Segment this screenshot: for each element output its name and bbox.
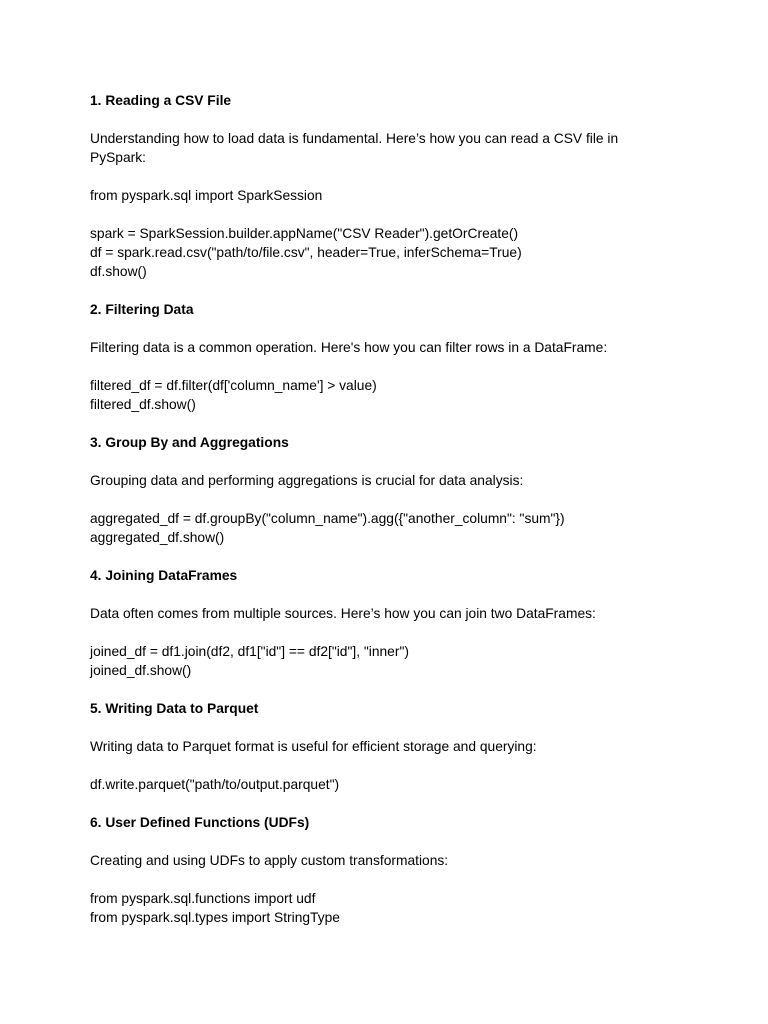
- section-6-code-line-2: from pyspark.sql.types import StringType: [90, 910, 340, 925]
- section-1-text-line-1: Understanding how to load data is fundamental. Here’s how you can read a CSV file in: [90, 131, 619, 146]
- section-6-text: Creating and using UDFs to apply custom transformations:: [90, 853, 449, 868]
- section-1-code-line-2: spark = SparkSession.builder.appName("CSV Reader").getOrCreate(): [90, 226, 519, 241]
- section-2-code-line-1: filtered_df = df.filter(df['column_name'] > value): [90, 378, 377, 393]
- section-2-text: Filtering data is a common operation. Here's how you can filter rows in a DataFrame:: [90, 340, 608, 355]
- section-5-code-line-1: df.write.parquet("path/to/output.parquet"): [90, 777, 340, 792]
- section-3-code-line-1: aggregated_df = df.groupBy("column_name").agg({"another_column": "sum"}): [90, 511, 565, 526]
- section-1-text-line-2: PySpark:: [90, 150, 146, 165]
- section-6-heading: 6. User Defined Functions (UDFs): [90, 815, 310, 830]
- section-5-heading: 5. Writing Data to Parquet: [90, 701, 259, 716]
- section-4-text: Data often comes from multiple sources. Here’s how you can join two DataFrames:: [90, 606, 596, 621]
- section-4-heading: 4. Joining DataFrames: [90, 568, 238, 583]
- section-1-heading: 1. Reading a CSV File: [90, 93, 232, 108]
- section-5-text: Writing data to Parquet format is useful for efficient storage and querying:: [90, 739, 537, 754]
- section-4-code-line-1: joined_df = df1.join(df2, df1["id"] == df2["id"], "inner"): [90, 644, 409, 659]
- section-6-code-line-1: from pyspark.sql.functions import udf: [90, 891, 316, 906]
- section-1-code-line-1: from pyspark.sql import SparkSession: [90, 188, 323, 203]
- section-1-code-line-3: df = spark.read.csv("path/to/file.csv", header=True, inferSchema=True): [90, 245, 522, 260]
- section-3-code-line-2: aggregated_df.show(): [90, 530, 225, 545]
- document-page: [90, 91, 690, 927]
- section-2-code-line-2: filtered_df.show(): [90, 397, 196, 412]
- section-3-heading: 3. Group By and Aggregations: [90, 435, 289, 450]
- section-1-code-line-4: df.show(): [90, 264, 147, 279]
- section-3-text: Grouping data and performing aggregations is crucial for data analysis:: [90, 473, 524, 488]
- section-2-heading: 2. Filtering Data: [90, 302, 194, 317]
- section-4-code-line-2: joined_df.show(): [90, 663, 192, 678]
